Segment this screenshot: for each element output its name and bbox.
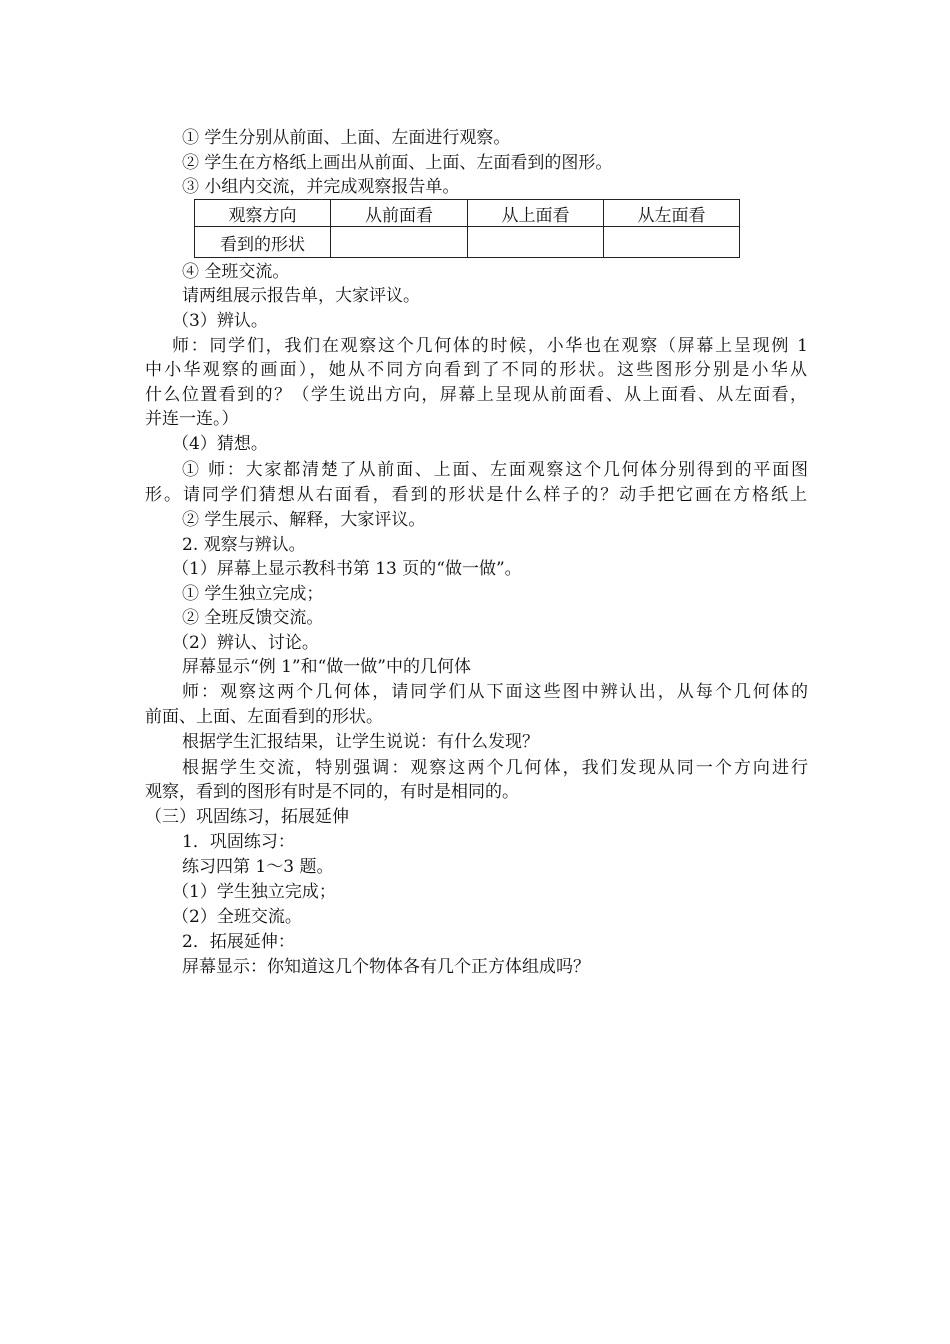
- text-line: 观察，看到的图形有时是不同的，有时是相同的。: [145, 782, 519, 802]
- text-line: ① 师：大家都清楚了从前面、上面、左面观察这个几何体分别得到的平面图: [182, 460, 808, 480]
- text-line: ④ 全班交流。: [182, 262, 290, 282]
- text-line: 前面、上面、左面看到的形状。: [145, 707, 383, 727]
- table-header-cell: 从左面看: [604, 200, 740, 227]
- text-line: ③ 小组内交流，并完成观察报告单。: [182, 177, 460, 197]
- text-line: （2）辨认、讨论。: [172, 633, 319, 653]
- text-line: 并连一连。）: [145, 409, 239, 429]
- text-line: ② 全班反馈交流。: [182, 608, 324, 628]
- table-cell-empty: [468, 227, 604, 258]
- text-line: （4）猜想。: [172, 434, 268, 454]
- table-header-cell: 观察方向: [195, 200, 331, 227]
- text-line: ① 学生独立完成；: [182, 584, 324, 604]
- text-line: 2. 观察与辨认。: [182, 535, 306, 555]
- table-header-cell: 从前面看: [331, 200, 468, 227]
- text-line: ② 学生展示、解释，大家评议。: [182, 510, 426, 530]
- table-cell-empty: [331, 227, 468, 258]
- table-header-row: [195, 200, 740, 227]
- section-heading: （三）巩固练习，拓展延伸: [145, 807, 349, 827]
- text-line: ② 学生在方格纸上画出从前面、上面、左面看到的图形。: [182, 153, 613, 173]
- text-line: 什么位置看到的？（学生说出方向，屏幕上呈现从前面看、从上面看、从左面看，: [145, 385, 807, 405]
- table-cell-empty: [604, 227, 740, 258]
- text-line: 根据学生汇报结果，让学生说说：有什么发现？: [182, 732, 539, 752]
- text-line: 师：同学们，我们在观察这个几何体的时候，小华也在观察（屏幕上呈现例 1: [172, 336, 808, 356]
- text-line: （3）辨认。: [172, 311, 268, 331]
- text-line: 请两组展示报告单，大家评议。: [182, 286, 420, 306]
- table-row-label: 看到的形状: [195, 227, 331, 258]
- text-line: 师：观察这两个几何体，请同学们从下面这些图中辨认出，从每个几何体的: [182, 682, 808, 702]
- text-line: 根据学生交流，特别强调：观察这两个几何体，我们发现从同一个方向进行: [182, 758, 808, 778]
- text-line: ① 学生分别从前面、上面、左面进行观察。: [182, 128, 511, 148]
- text-line: 2．拓展延伸：: [182, 932, 295, 952]
- text-line: （1）屏幕上显示教科书第 13 页的“做一做”。: [172, 559, 522, 579]
- text-line: 形。请同学们猜想从右面看，看到的形状是什么样子的？动手把它画在方格纸上: [145, 485, 807, 505]
- text-line: 1．巩固练习：: [182, 832, 295, 852]
- text-line: 中小华观察的画面），她从不同方向看到了不同的形状。这些图形分别是小华从: [145, 360, 807, 380]
- text-line: 屏幕显示“例 1”和“做一做”中的几何体: [182, 657, 471, 677]
- observation-report-table: [194, 199, 740, 258]
- text-line: （2）全班交流。: [172, 907, 302, 927]
- text-line: 屏幕显示：你知道这几个物体各有几个正方体组成吗？: [182, 957, 590, 977]
- text-line: （1）学生独立完成；: [172, 882, 336, 902]
- table-header-cell: 从上面看: [468, 200, 604, 227]
- table-row: [195, 227, 740, 258]
- text-line: 练习四第 1～3 题。: [182, 857, 334, 877]
